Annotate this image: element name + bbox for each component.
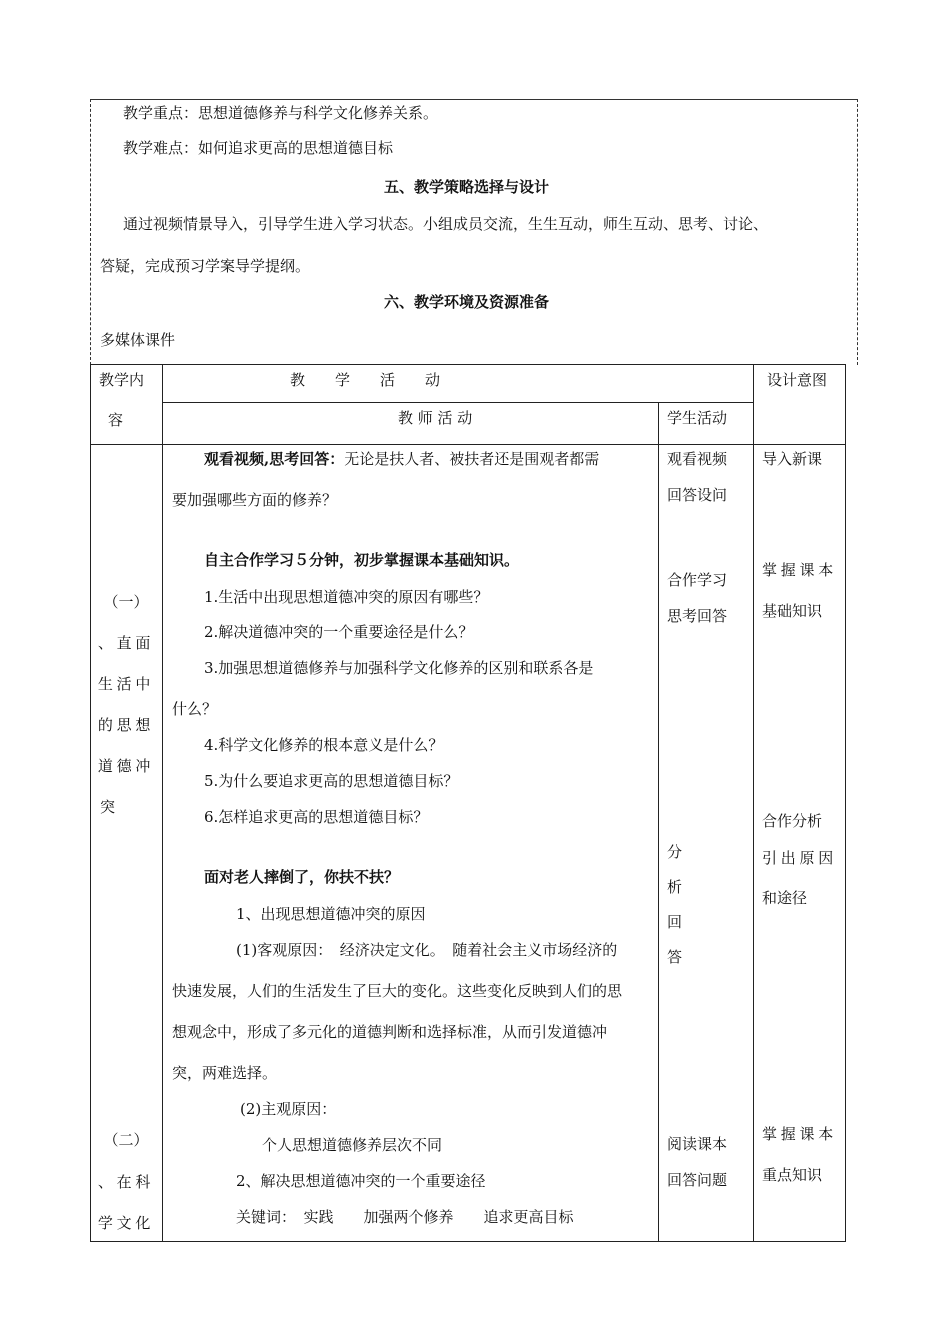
table-left-border	[90, 364, 91, 1242]
teacher-self-study: 自主合作学习５分钟，初步掌握课本基础知识。	[204, 551, 520, 569]
strategy-line-2: 答疑，完成预习学案导学提纲。	[100, 257, 311, 275]
table-header-bottom-line	[90, 444, 846, 445]
teacher-objective-line1: (1)客观原因： 经济决定文化。 随着社会主义市场经济的	[236, 941, 618, 959]
student-activity-3-char4: 答	[667, 948, 683, 966]
key-point-text: 教学重点：思想道德修养与科学文化修养关系。	[123, 104, 439, 122]
top-frame-line	[90, 99, 858, 100]
header-design-intent: 设计意图	[767, 371, 828, 389]
content-part1-line4: 的思想	[97, 716, 155, 734]
teacher-old-man-question: 面对老人摔倒了，你扶不扶？	[204, 868, 400, 886]
teacher-solve-title: 2、解决思想道德冲突的一个重要途径	[236, 1172, 486, 1190]
teacher-keywords: 关键词： 实践 加强两个修养 追求更高目标	[236, 1208, 574, 1226]
table-bottom-border	[90, 1241, 846, 1242]
teacher-question-4: 4.科学文化修养的根本意义是什么？	[204, 736, 444, 754]
student-activity-4-line1: 阅读课本	[667, 1135, 728, 1153]
content-part1-line5: 道德冲	[97, 757, 155, 775]
content-part1-line3: 生活中	[97, 675, 155, 693]
teacher-video-line1	[204, 449, 599, 469]
teacher-question-2: 2.解决道德冲突的一个重要途径是什么？	[204, 623, 474, 641]
teacher-objective-line3: 想观念中，形成了多元化的道德判断和选择标准，从而引发道德冲	[172, 1023, 608, 1041]
teacher-objective-line2: 快速发展，人们的生活发生了巨大的变化。这些变化反映到人们的思	[172, 982, 623, 1000]
header-student-activity: 学生活动	[667, 409, 728, 427]
student-activity-1-line2: 回答设问	[667, 486, 728, 504]
student-activity-3-char1: 分	[667, 843, 683, 861]
student-activity-1-line1: 观看视频	[667, 450, 728, 468]
section5-title: 五、教学策略选择与设计	[384, 178, 550, 196]
section6-title: 六、教学环境及资源准备	[384, 293, 550, 311]
table-col-divider-1	[162, 364, 163, 1242]
table-top-border	[90, 364, 846, 365]
table-col-divider-2	[658, 402, 659, 1242]
student-activity-3-char3: 回	[667, 913, 683, 931]
top-frame-left-border	[90, 99, 91, 365]
teacher-question-3-line1: 3.加强思想道德修养与加强科学文化修养的区别和联系各是	[204, 659, 594, 677]
resources-text: 多媒体课件	[100, 331, 176, 349]
teacher-question-1: 1.生活中出现思想道德冲突的原因有哪些？	[204, 588, 489, 606]
teacher-objective-line4: 突，两难选择。	[172, 1064, 278, 1082]
intent-2-line2: 基础知识	[762, 602, 823, 620]
teacher-cause-title: 1、出现思想道德冲突的原因	[236, 905, 426, 923]
content-part1-line1: （一）	[103, 593, 149, 611]
content-part2-line3: 学文化	[97, 1214, 155, 1232]
teacher-question-6: 6.怎样追求更高的思想道德目标？	[204, 808, 429, 826]
header-content-line2: 容	[108, 411, 124, 429]
student-activity-4-line2: 回答问题	[667, 1171, 728, 1189]
content-part2-line1: （二）	[103, 1131, 149, 1149]
student-activity-3-char2: 析	[667, 878, 683, 896]
table-right-border	[845, 364, 846, 1242]
content-part1-line2: 、直面	[97, 634, 155, 652]
intent-1: 导入新课	[762, 450, 823, 468]
intent-2-line1: 掌握课本	[762, 561, 838, 579]
header-content-line1: 教学内	[99, 371, 145, 389]
intent-3-line3: 和途径	[762, 889, 808, 907]
student-activity-2-line2: 思考回答	[667, 607, 728, 625]
content-part2-line2: 、在科	[97, 1173, 155, 1191]
teacher-subjective-text: 个人思想道德修养层次不同	[262, 1136, 443, 1154]
teacher-subjective-title: (2)主观原因：	[240, 1100, 337, 1118]
intent-4-line1: 掌握课本	[762, 1125, 838, 1143]
table-col-divider-3	[753, 364, 754, 1242]
strategy-line-1: 通过视频情景导入，引导学生进入学习状态。小组成员交流，生生互动，师生互动、思考、讨论、	[123, 215, 769, 233]
teacher-video-bold: 观看视频,思考回答：	[204, 450, 345, 468]
teacher-question-5: 5.为什么要追求更高的思想道德目标？	[204, 772, 459, 790]
student-activity-2-line1: 合作学习	[667, 571, 728, 589]
table-subheader-line	[162, 402, 754, 403]
teacher-video-rest: 无论是扶人者、被扶者还是围观者都需	[344, 450, 600, 468]
intent-3-line1: 合作分析	[762, 812, 823, 830]
intent-4-line2: 重点知识	[762, 1166, 823, 1184]
content-part1-line6: 突	[100, 798, 116, 816]
teacher-question-3-line2: 什么？	[172, 700, 218, 718]
top-frame-right-border	[857, 99, 858, 365]
difficulty-text: 教学难点：如何追求更高的思想道德目标	[123, 139, 394, 157]
header-teacher-activity: 教 师 活 动	[398, 409, 473, 427]
header-activity: 教 学 活 动	[290, 371, 441, 389]
teacher-video-line2: 要加强哪些方面的修养？	[172, 491, 338, 509]
intent-3-line2: 引出原因	[762, 849, 838, 867]
